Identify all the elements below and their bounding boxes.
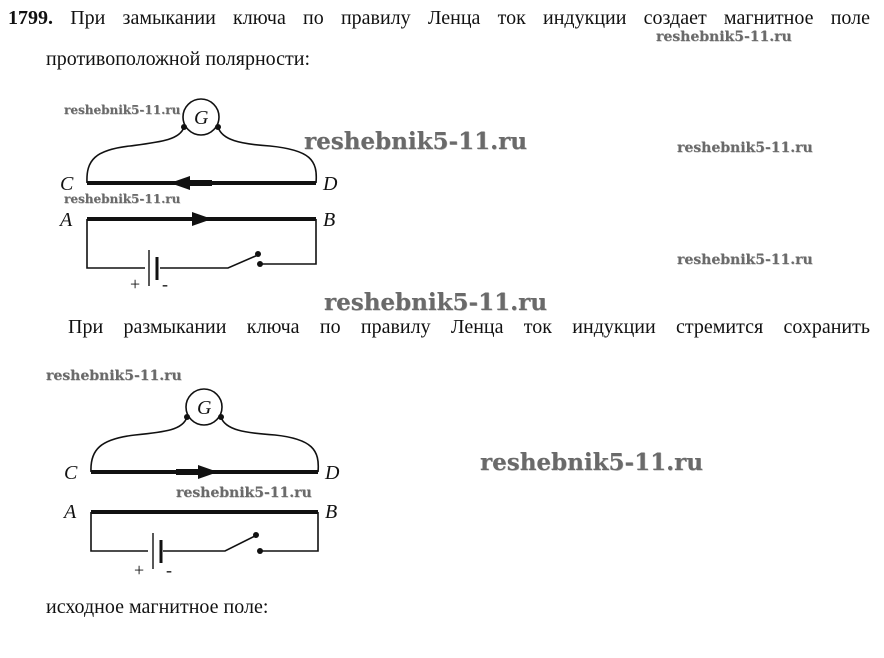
- watermark: reshebnik5-11.ru: [304, 128, 527, 155]
- watermark: reshebnik5-11.ru: [677, 252, 813, 268]
- watermark: reshebnik5-11.ru: [46, 368, 182, 384]
- label-d: D: [323, 173, 338, 195]
- label-c: C: [60, 173, 74, 195]
- wire-loop-left: [91, 512, 148, 551]
- label-d: D: [325, 462, 340, 484]
- problem-line-3: При размыкании ключа по правилу Ленца ток индукции стремится сохранить: [68, 316, 870, 338]
- label-b: B: [323, 209, 336, 231]
- galvanometer-label: G: [194, 107, 209, 129]
- label-b: B: [325, 501, 338, 523]
- problem-number: 1799.: [8, 7, 53, 29]
- watermark: reshebnik5-11.ru: [64, 103, 181, 117]
- watermark: reshebnik5-11.ru: [677, 140, 813, 156]
- wire-left: [91, 417, 187, 472]
- label-a: A: [60, 209, 73, 231]
- current-arrow-cd: [198, 465, 218, 479]
- wire-right: [221, 417, 318, 472]
- wire-loop-right: [260, 512, 318, 551]
- minus-sign: -: [166, 560, 172, 580]
- watermark: reshebnik5-11.ru: [64, 192, 181, 206]
- problem-text-1: При замыкании ключа по правилу Ленца ток индукции создает магнитное поле: [70, 7, 870, 29]
- watermark: reshebnik5-11.ru: [656, 29, 792, 45]
- watermark: reshebnik5-11.ru: [324, 289, 547, 316]
- minus-sign: -: [162, 274, 168, 294]
- problem-line-4: исходное магнитное поле:: [46, 596, 269, 618]
- label-a: A: [64, 501, 77, 523]
- watermark: reshebnik5-11.ru: [480, 449, 703, 476]
- switch-open: [163, 536, 255, 551]
- plus-sign: +: [130, 274, 141, 294]
- label-c: C: [64, 462, 78, 484]
- problem-line-2: противоположной полярности:: [46, 48, 311, 70]
- galvanometer-label: G: [197, 397, 212, 419]
- watermark: reshebnik5-11.ru: [176, 485, 312, 501]
- plus-sign: +: [134, 560, 145, 580]
